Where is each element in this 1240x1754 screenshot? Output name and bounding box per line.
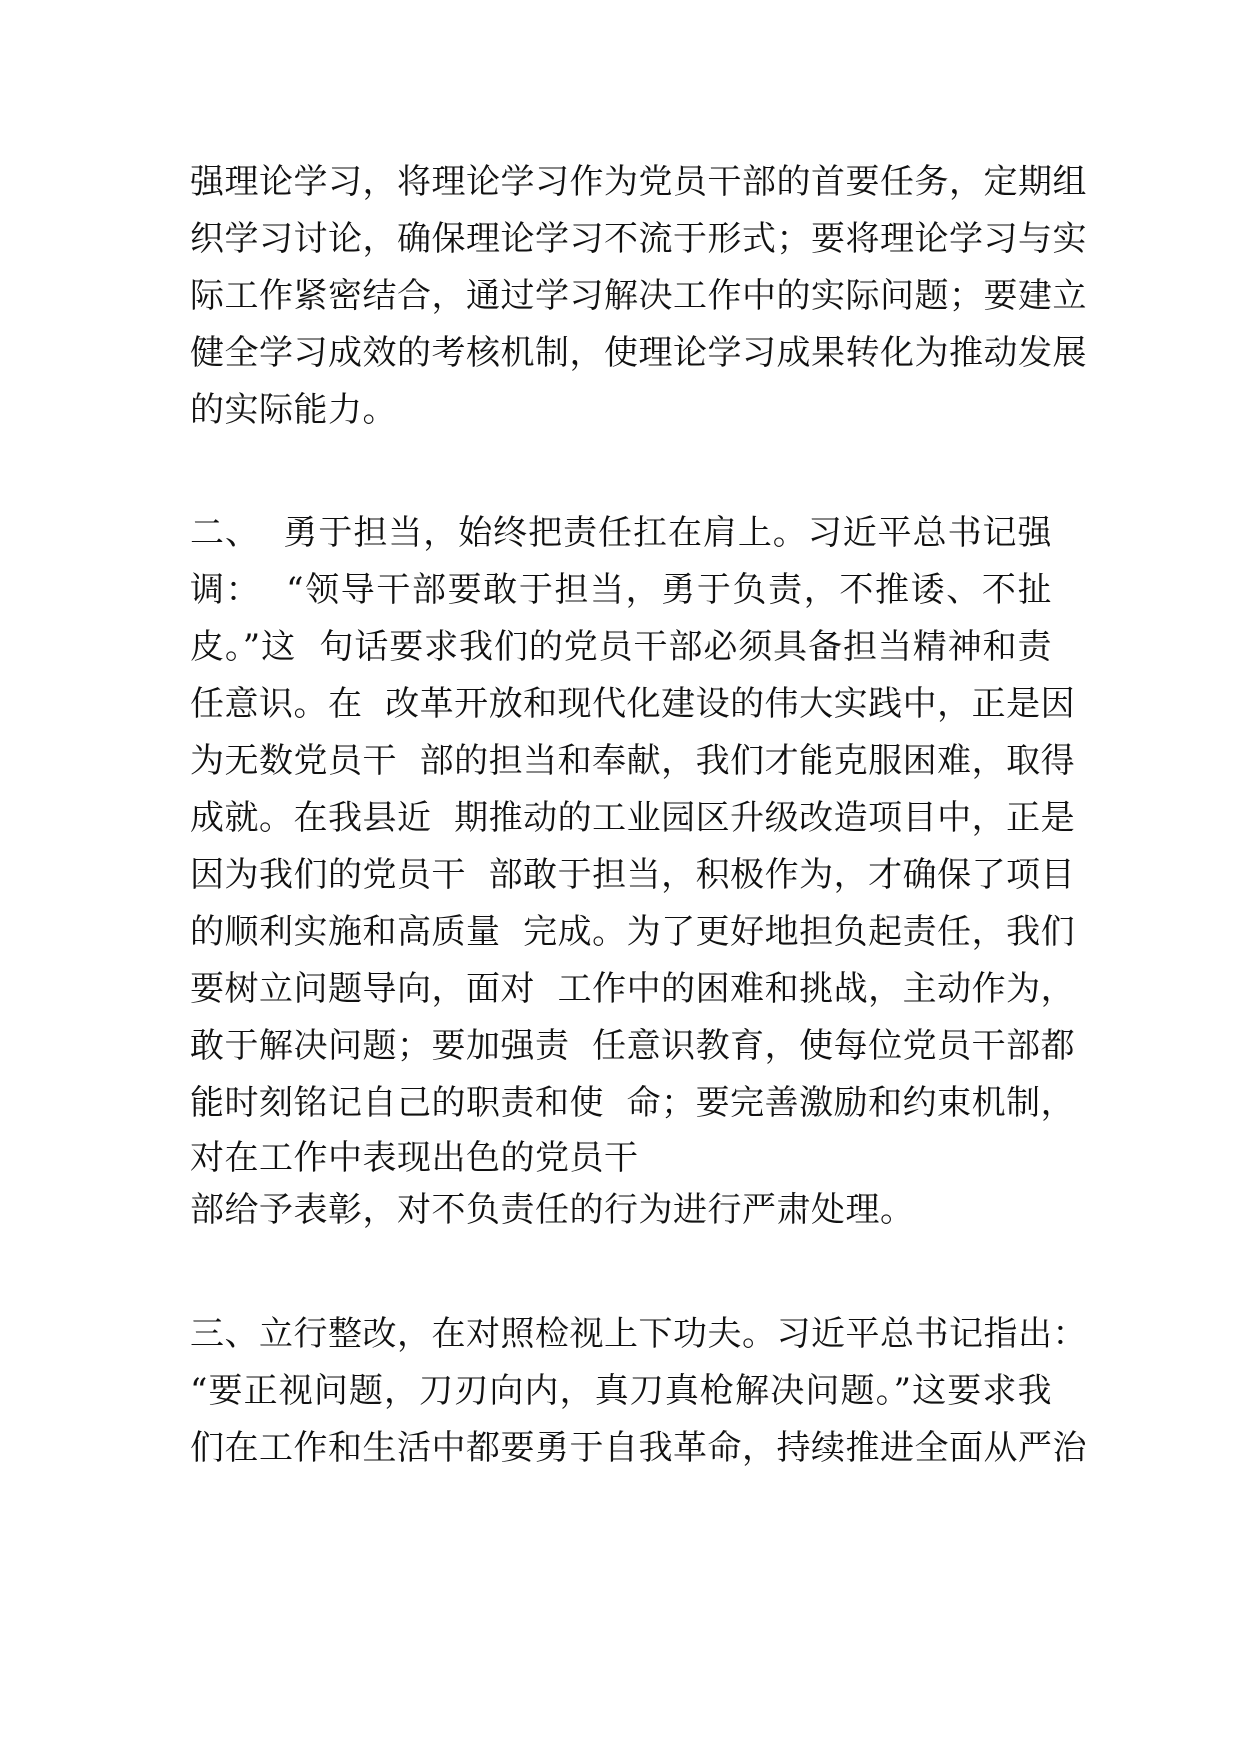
paragraph-2-line: 皮。”这 句话要求我们的党员干部必须具备担当精神和责	[190, 627, 1052, 667]
paragraph-1-line: 的实际能力。	[190, 390, 397, 430]
paragraph-2-line: 敢于解决问题；要加强责 任意识教育，使每位党员干部都	[190, 1026, 1076, 1066]
paragraph-2-line: 为无数党员干 部的担当和奉献，我们才能克服困难，取得	[190, 741, 1076, 781]
paragraph-2-line: 调： “领导干部要敢于担当，勇于负责，不推诿、不扯	[190, 570, 1052, 610]
paragraph-2-line: 因为我们的党员干 部敢于担当，积极作为，才确保了项目	[190, 855, 1076, 895]
paragraph-2-line: 对在工作中表现出色的党员干	[190, 1138, 639, 1178]
paragraph-1-line: 健全学习成效的考核机制，使理论学习成果转化为推动发展	[190, 333, 1087, 373]
paragraph-2-line: 能时刻铭记自己的职责和使 命；要完善激励和约束机制，	[190, 1083, 1076, 1123]
paragraph-3-line: “要正视问题，刀刃向内，真刀真枪解决问题。”这要求我	[190, 1371, 1052, 1411]
paragraph-1-line: 际工作紧密结合，通过学习解决工作中的实际问题；要建立	[190, 276, 1087, 316]
paragraph-2-line: 成就。在我县近 期推动的工业园区升级改造项目中，正是	[190, 798, 1076, 838]
paragraph-1-line: 强理论学习，将理论学习作为党员干部的首要任务，定期组	[190, 162, 1087, 202]
paragraph-3-line: 们在工作和生活中都要勇于自我革命，持续推进全面从严治	[190, 1428, 1087, 1468]
paragraph-2-line: 要树立问题导向，面对 工作中的困难和挑战，主动作为，	[190, 969, 1076, 1009]
paragraph-2-line: 二、 勇于担当，始终把责任扛在肩上。习近平总书记强	[190, 513, 1052, 553]
paragraph-3-line: 三、立行整改，在对照检视上下功夫。习近平总书记指出：	[190, 1314, 1087, 1354]
paragraph-2-line: 部给予表彰，对不负责任的行为进行严肃处理。	[190, 1190, 915, 1230]
paragraph-2-line: 任意识。在 改革开放和现代化建设的伟大实践中，正是因	[190, 684, 1076, 724]
paragraph-1-line: 织学习讨论，确保理论学习不流于形式；要将理论学习与实	[190, 219, 1087, 259]
paragraph-2-line: 的顺利实施和高质量 完成。为了更好地担负起责任，我们	[190, 912, 1076, 952]
